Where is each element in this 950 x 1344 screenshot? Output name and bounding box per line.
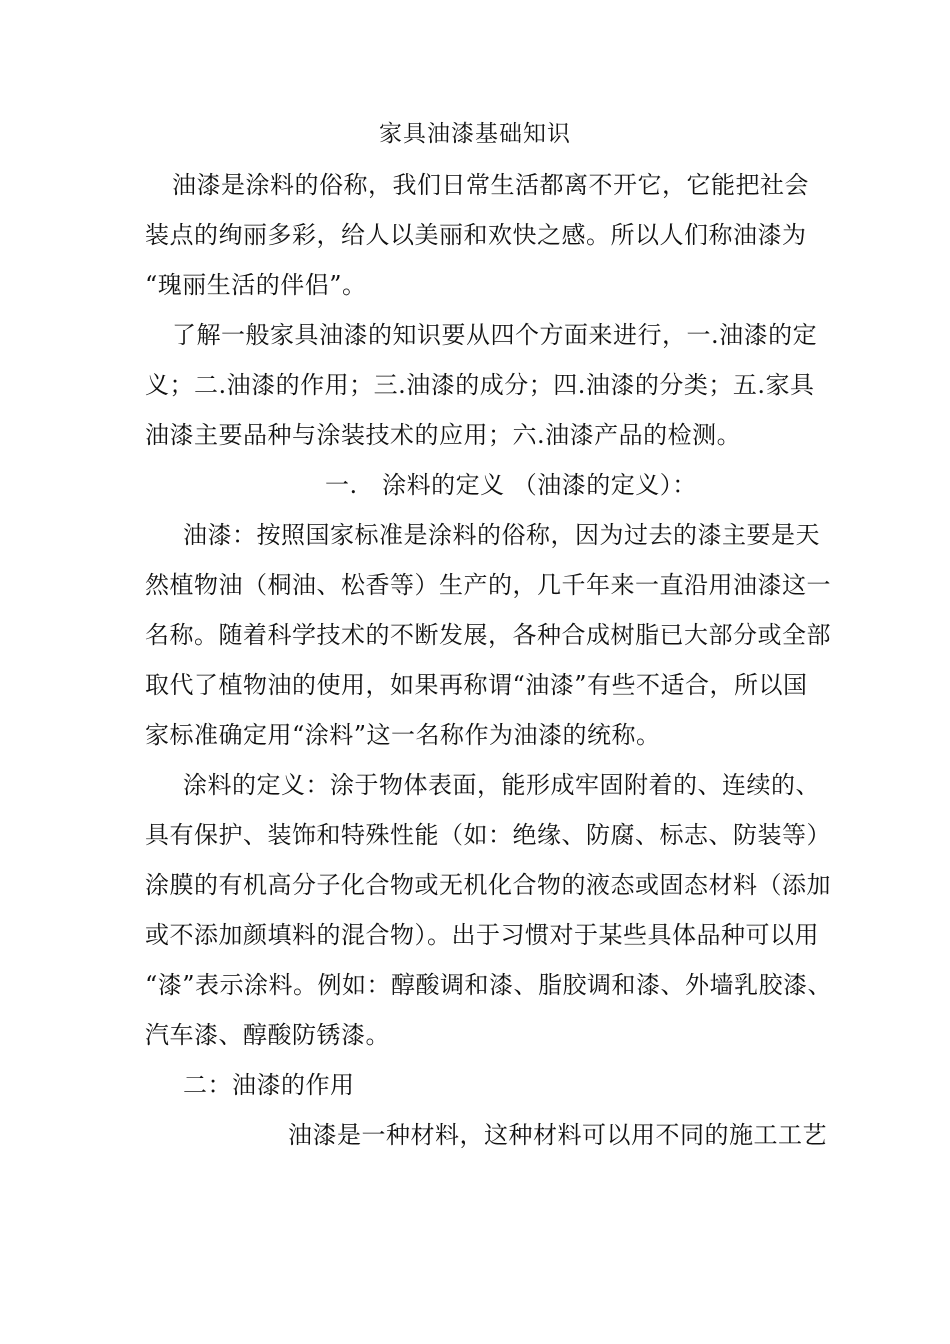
paragraph-line: 油漆主要品种与涂装技术的应用；六.油漆产品的检测。: [145, 421, 742, 449]
document-title: 家具油漆基础知识: [379, 121, 571, 147]
paragraph-line: “漆”表示涂料。例如：醇酸调和漆、脂胶调和漆、外墙乳胶漆、: [145, 971, 833, 999]
section-heading: 二：油漆的作用: [183, 1071, 355, 1099]
paragraph-line: 义；二.油漆的作用；三.油漆的成分；四.油漆的分类；五.家具: [145, 371, 815, 399]
section-heading: 一. 涂料的定义 （油漆的定义）：: [325, 471, 697, 499]
paragraph-line: 或不添加颜填料的混合物）。出于习惯对于某些具体品种可以用: [145, 921, 819, 949]
paragraph-line: 具有保护、装饰和特殊性能（如：绝缘、防腐、标志、防装等）: [145, 821, 831, 849]
paragraph-line: 名称。随着科学技术的不断发展，各种合成树脂已大部分或全部: [145, 621, 831, 649]
paragraph-line: 然植物油（桐油、松香等）生产的，几千年来一直沿用油漆这一: [145, 571, 831, 599]
paragraph-line: 油漆：按照国家标准是涂料的俗称，因为过去的漆主要是天: [183, 521, 820, 549]
paragraph-line: “瑰丽生活的伴侣”。: [145, 271, 367, 299]
paragraph-line: 油漆是涂料的俗称，我们日常生活都离不开它，它能把社会: [172, 171, 809, 199]
paragraph-line: 家标准确定用“涂料”这一名称作为油漆的统称。: [145, 721, 661, 749]
paragraph-line: 了解一般家具油漆的知识要从四个方面来进行，一.油漆的定: [172, 321, 818, 349]
paragraph-line: 取代了植物油的使用，如果再称谓“油漆”有些不适合，所以国: [145, 671, 808, 699]
paragraph-line: 油漆是一种材料，这种材料可以用不同的施工工艺: [288, 1121, 827, 1149]
paragraph-line: 汽车漆、醇酸防锈漆。: [145, 1021, 390, 1049]
paragraph-line: 装点的绚丽多彩，给人以美丽和欢快之感。所以人们称油漆为: [145, 221, 807, 249]
paragraph-line: 涂膜的有机高分子化合物或无机化合物的液态或固态材料（添加: [145, 871, 831, 899]
paragraph-line: 涂料的定义：涂于物体表面，能形成牢固附着的、连续的、: [183, 771, 820, 799]
